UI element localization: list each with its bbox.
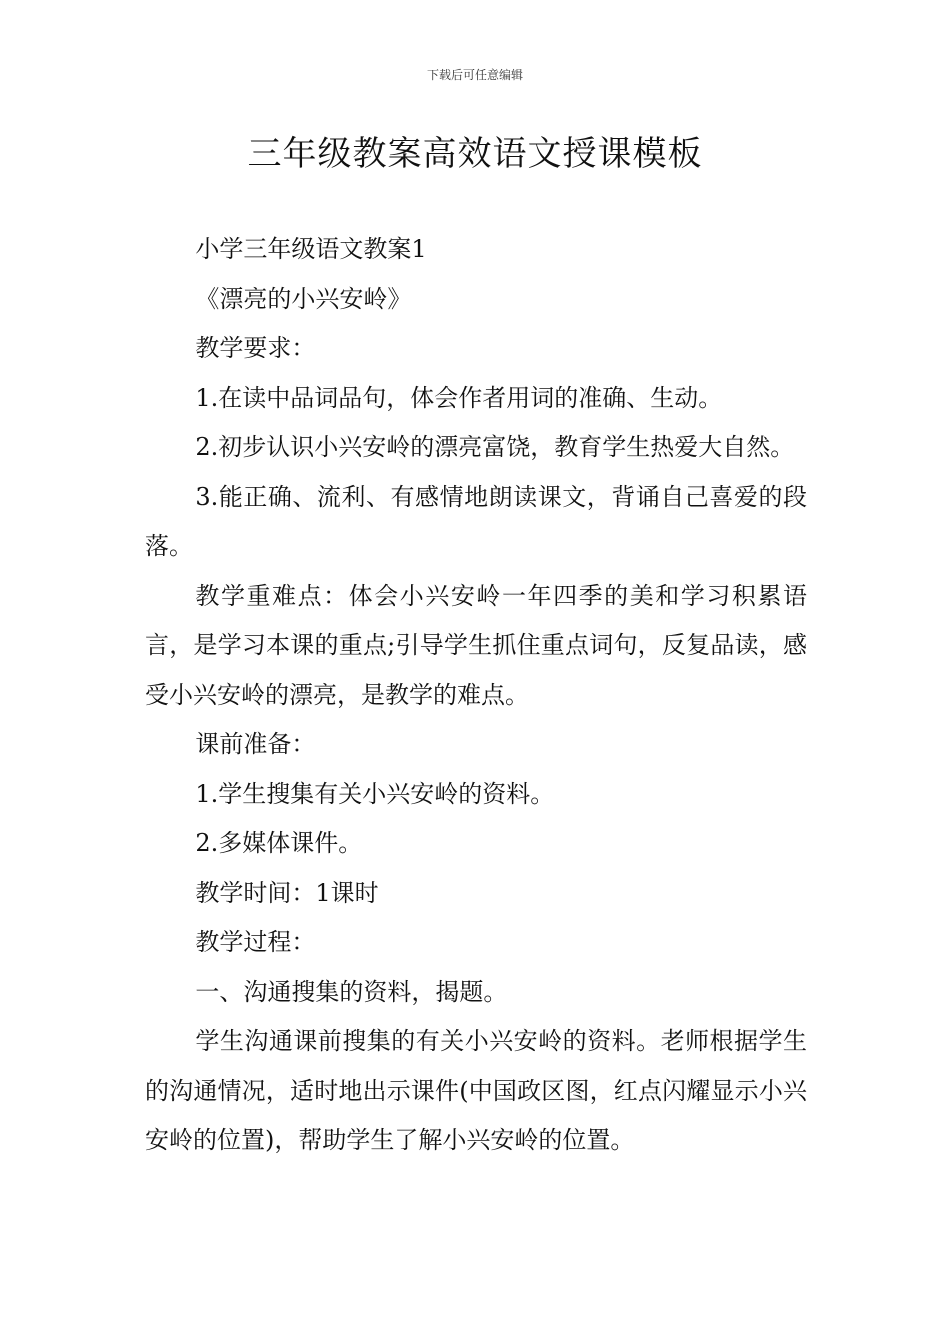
paragraph: 教学过程： xyxy=(195,928,316,956)
paragraph: 教学重难点：体会小兴安岭一年四季的美和学习积累语言，是学习本课的重点;引导学生抓住重点词句，反复品读，感受小兴安岭的漂亮，是教学的难点。 xyxy=(145,581,807,709)
paragraph: 教学要求： xyxy=(195,334,316,362)
document-title: 三年级教案高效语文授课模板 xyxy=(247,134,703,174)
header-note: 下载后可任意编辑 xyxy=(426,68,523,82)
paragraph: 小学三年级语文教案1 xyxy=(195,235,427,263)
paragraph: 学生沟通课前搜集的有关小兴安岭的资料。老师根据学生的沟通情况，适时地出示课件(中国政区图，红点闪耀显示小兴安岭的位置)，帮助学生了解小兴安岭的位置。 xyxy=(145,1027,807,1154)
paragraph: 1.学生搜集有关小兴安岭的资料。 xyxy=(195,779,555,808)
paragraph: 3.能正确、流利、有感情地朗读课文，背诵自己喜爱的段落。 xyxy=(145,482,807,560)
paragraph: 教学时间：1课时 xyxy=(195,878,379,907)
paragraph: 2.多媒体课件。 xyxy=(195,829,363,857)
paragraph: 课前准备： xyxy=(195,730,316,758)
paragraph: 一、沟通搜集的资料，揭题。 xyxy=(195,977,508,1006)
paragraph: 1.在读中品词品句，体会作者用词的准确、生动。 xyxy=(195,383,723,412)
paragraph: 2.初步认识小兴安岭的漂亮富饶，教育学生热爱大自然。 xyxy=(195,433,795,461)
document-body xyxy=(145,225,807,1166)
paragraph: 《漂亮的小兴安岭》 xyxy=(195,284,412,313)
